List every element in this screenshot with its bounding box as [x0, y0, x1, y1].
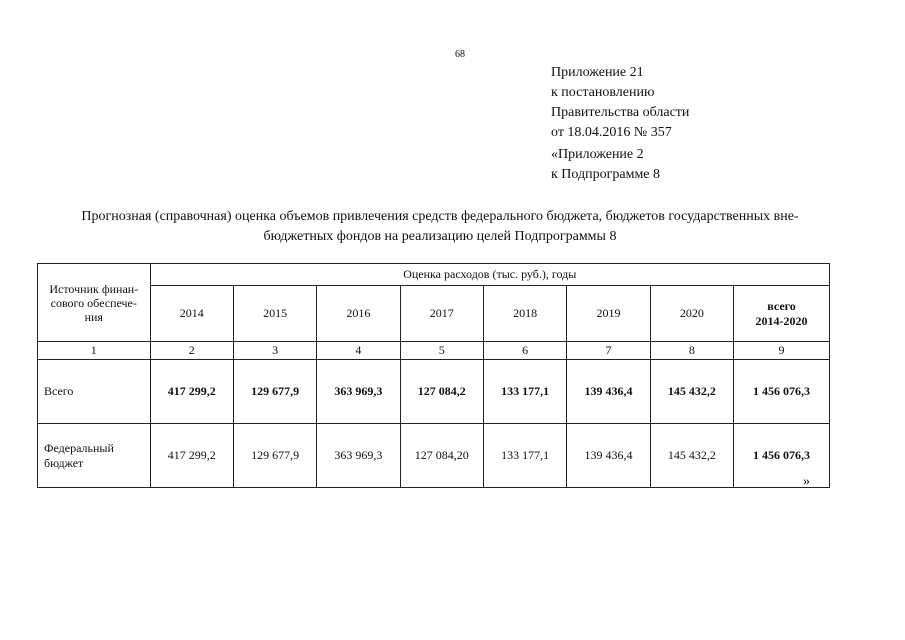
- year-header: 2015: [233, 286, 316, 342]
- column-number: 2: [150, 342, 233, 360]
- page-number: 68: [455, 49, 465, 60]
- column-number: 5: [400, 342, 483, 360]
- table-cell: 417 299,2: [150, 360, 233, 424]
- table-cell: 133 177,1: [483, 424, 566, 488]
- table-cell: 127 084,20: [400, 424, 483, 488]
- document-title: [30, 207, 850, 247]
- table-cell: 129 677,9: [233, 424, 316, 488]
- table-cell: 127 084,2: [400, 360, 483, 424]
- closing-quote: »: [803, 474, 810, 489]
- year-header: 2017: [400, 286, 483, 342]
- table-cell: 129 677,9: [233, 360, 316, 424]
- column-number: 7: [567, 342, 650, 360]
- appendix-line: к постановлению: [551, 85, 655, 100]
- sub-appendix-reference: [551, 145, 660, 185]
- expense-estimate-table: [37, 263, 830, 488]
- appendix-line: Правительства области: [551, 105, 690, 120]
- table-cell: 139 436,4: [567, 424, 650, 488]
- appendix-line: Приложение 21: [551, 65, 644, 80]
- appendix-line: от 18.04.2016 № 357: [551, 125, 672, 140]
- row-label: Федеральный бюджет: [38, 424, 151, 488]
- year-header: 2014: [150, 286, 233, 342]
- row-label: Всего: [38, 360, 151, 424]
- sub-appendix-line: «Приложение 2: [551, 147, 644, 162]
- document-title-line: бюджетных фондов на реализацию целей Подпрограммы 8: [263, 229, 617, 244]
- table-cell: 139 436,4: [567, 360, 650, 424]
- table-cell: 145 432,2: [650, 424, 733, 488]
- document-title-line: Прогнозная (справочная) оценка объемов привлечения средств федерального бюджета, бюджетов государственных вне-: [81, 209, 799, 224]
- year-header: 2020: [650, 286, 733, 342]
- funding-source-header: Источник финан- сового обеспече- ния: [38, 264, 151, 342]
- column-number: 3: [233, 342, 316, 360]
- table-row-federal-budget: [38, 424, 830, 488]
- table-cell: 363 969,3: [317, 360, 400, 424]
- year-header: 2016: [317, 286, 400, 342]
- column-number: 1: [38, 342, 151, 360]
- table-row-total: [38, 360, 830, 424]
- column-number: 6: [483, 342, 566, 360]
- table-cell: 133 177,1: [483, 360, 566, 424]
- estimate-header: Оценка расходов (тыс. руб.), годы: [150, 264, 829, 286]
- column-number: 8: [650, 342, 733, 360]
- sub-appendix-line: к Подпрограмме 8: [551, 167, 661, 182]
- year-header: 2019: [567, 286, 650, 342]
- column-number: 4: [317, 342, 400, 360]
- table-cell: 417 299,2: [150, 424, 233, 488]
- table-cell: 145 432,2: [650, 360, 733, 424]
- appendix-reference: [551, 63, 689, 143]
- table-cell-total: 1 456 076,3: [734, 360, 830, 424]
- total-header: всего 2014-2020: [734, 286, 830, 342]
- table-cell: 363 969,3: [317, 424, 400, 488]
- column-number: 9: [734, 342, 830, 360]
- table-cell-total: 1 456 076,3: [734, 424, 830, 488]
- year-header: 2018: [483, 286, 566, 342]
